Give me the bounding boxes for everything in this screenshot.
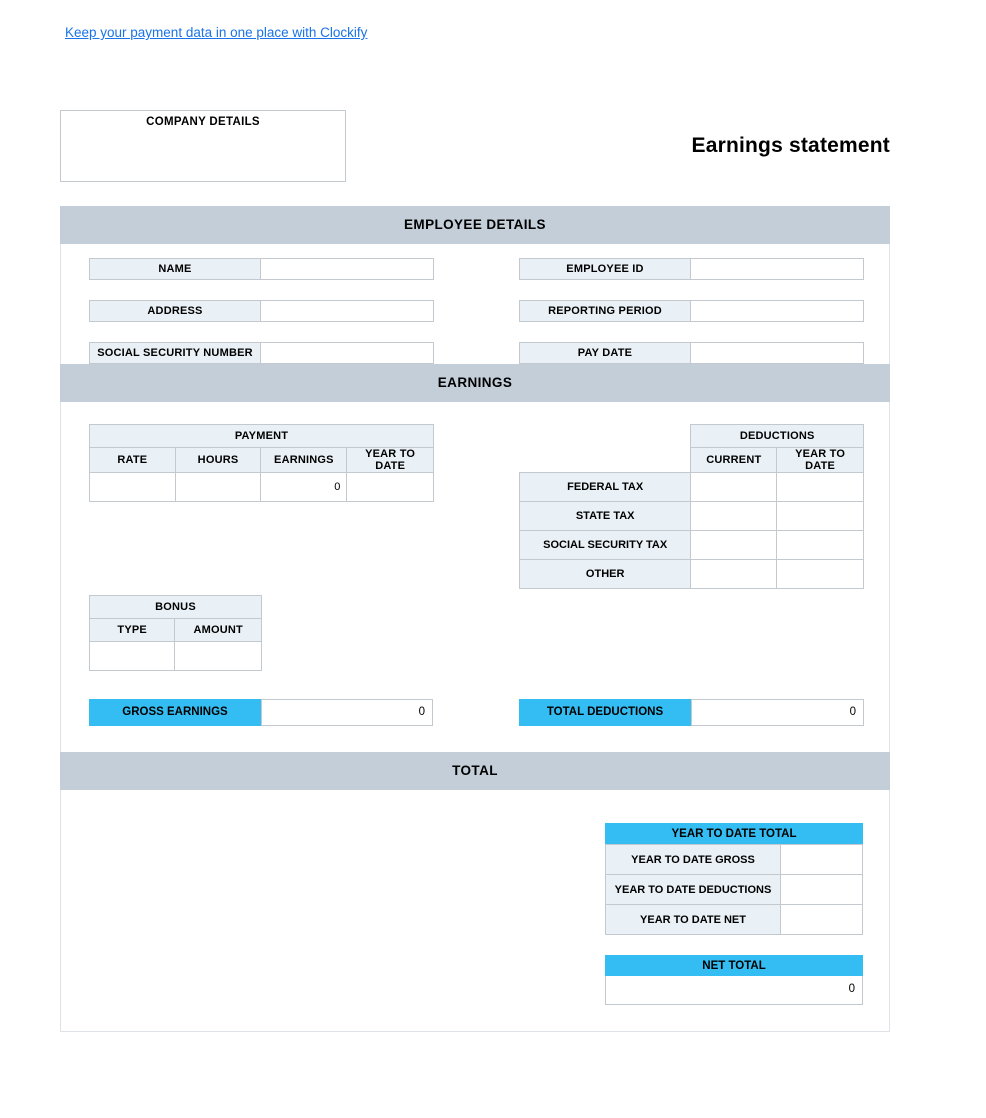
section-band-total: TOTAL [60,752,890,790]
deductions-cell-other-ytd[interactable] [777,560,864,589]
deductions-cell-state-ytd[interactable] [777,502,864,531]
deductions-cell-federal-current[interactable] [691,473,777,502]
deductions-spacer-2 [520,448,691,473]
table-row [90,473,434,502]
field-label-ssn: SOCIAL SECURITY NUMBER [89,342,261,364]
deductions-table [519,424,864,589]
field-label-reporting-period: REPORTING PERIOD [519,300,691,322]
payment-col-rate: RATE [90,448,176,473]
field-input-employee-id[interactable] [691,258,864,280]
deductions-col-current: CURRENT [691,448,777,473]
deductions-label-federal-tax: FEDERAL TAX [520,473,691,502]
year-to-date-total-block [605,823,863,935]
table-row [90,642,262,671]
field-label-pay-date: PAY DATE [519,342,691,364]
ytd-label-net: YEAR TO DATE NET [606,905,781,935]
field-reporting-period [519,300,864,322]
earnings-statement-sheet [60,110,890,1032]
payment-col-earnings: EARNINGS [261,448,347,473]
payment-col-ytd: YEAR TO DATE [347,448,434,473]
field-address [89,300,434,322]
deductions-col-ytd: YEAR TO DATE [777,448,864,473]
field-ssn [89,342,434,364]
field-input-pay-date[interactable] [691,342,864,364]
deductions-label-state-tax: STATE TAX [520,502,691,531]
payment-cell-ytd[interactable] [347,473,434,502]
bonus-col-amount: AMOUNT [175,619,262,642]
deductions-spacer [520,425,691,448]
gross-earnings-value[interactable]: 0 [261,699,433,726]
deductions-cell-ss-ytd[interactable] [777,531,864,560]
table-row [606,875,863,905]
statement-header [60,110,890,206]
deductions-label-other: OTHER [520,560,691,589]
page-title: Earnings statement [691,134,890,157]
table-row [520,560,864,589]
field-input-reporting-period[interactable] [691,300,864,322]
year-to-date-total-caption: YEAR TO DATE TOTAL [605,823,863,844]
earnings-body [60,402,890,752]
net-total-caption: NET TOTAL [605,955,863,976]
net-total-block [605,955,863,1005]
employee-details-body [60,244,890,364]
company-details-label: COMPANY DETAILS [146,116,260,128]
field-name [89,258,434,280]
bonus-col-type: TYPE [90,619,175,642]
ytd-value-net[interactable] [781,905,863,935]
deductions-label-social-security-tax: SOCIAL SECURITY TAX [520,531,691,560]
ytd-label-deductions: YEAR TO DATE DEDUCTIONS [606,875,781,905]
deductions-cell-state-current[interactable] [691,502,777,531]
company-details-box[interactable] [60,110,346,182]
payment-cell-hours[interactable] [175,473,261,502]
total-deductions-label: TOTAL DEDUCTIONS [519,699,691,726]
net-total-value[interactable]: 0 [605,976,863,1005]
ytd-value-deductions[interactable] [781,875,863,905]
bonus-caption: BONUS [90,596,262,619]
bonus-table [89,595,262,671]
table-row [606,905,863,935]
payment-col-hours: HOURS [175,448,261,473]
clockify-promo-link[interactable]: Keep your payment data in one place with Clockify [65,25,368,40]
table-row [520,502,864,531]
gross-earnings-label: GROSS EARNINGS [89,699,261,726]
deductions-cell-ss-current[interactable] [691,531,777,560]
field-employee-id [519,258,864,280]
year-to-date-table [605,844,863,935]
total-deductions-row [519,699,864,726]
table-row [520,531,864,560]
section-band-employee-details: EMPLOYEE DETAILS [60,206,890,244]
deductions-cell-federal-ytd[interactable] [777,473,864,502]
field-input-name[interactable] [261,258,434,280]
field-label-name: NAME [89,258,261,280]
bonus-cell-amount[interactable] [175,642,262,671]
gross-earnings-row [89,699,433,726]
field-label-employee-id: EMPLOYEE ID [519,258,691,280]
total-deductions-value[interactable]: 0 [691,699,864,726]
field-pay-date [519,342,864,364]
bonus-cell-type[interactable] [90,642,175,671]
ytd-label-gross: YEAR TO DATE GROSS [606,845,781,875]
sheet-bottom-border [60,1030,890,1032]
section-band-earnings: EARNINGS [60,364,890,402]
ytd-value-gross[interactable] [781,845,863,875]
deductions-cell-other-current[interactable] [691,560,777,589]
table-row [520,473,864,502]
field-label-address: ADDRESS [89,300,261,322]
payment-cell-rate[interactable] [90,473,176,502]
table-row [606,845,863,875]
field-input-address[interactable] [261,300,434,322]
total-body [60,790,890,1030]
field-input-ssn[interactable] [261,342,434,364]
payment-cell-earnings[interactable]: 0 [261,473,347,502]
deductions-caption: DEDUCTIONS [691,425,864,448]
payment-caption: PAYMENT [90,425,434,448]
payment-table [89,424,434,502]
